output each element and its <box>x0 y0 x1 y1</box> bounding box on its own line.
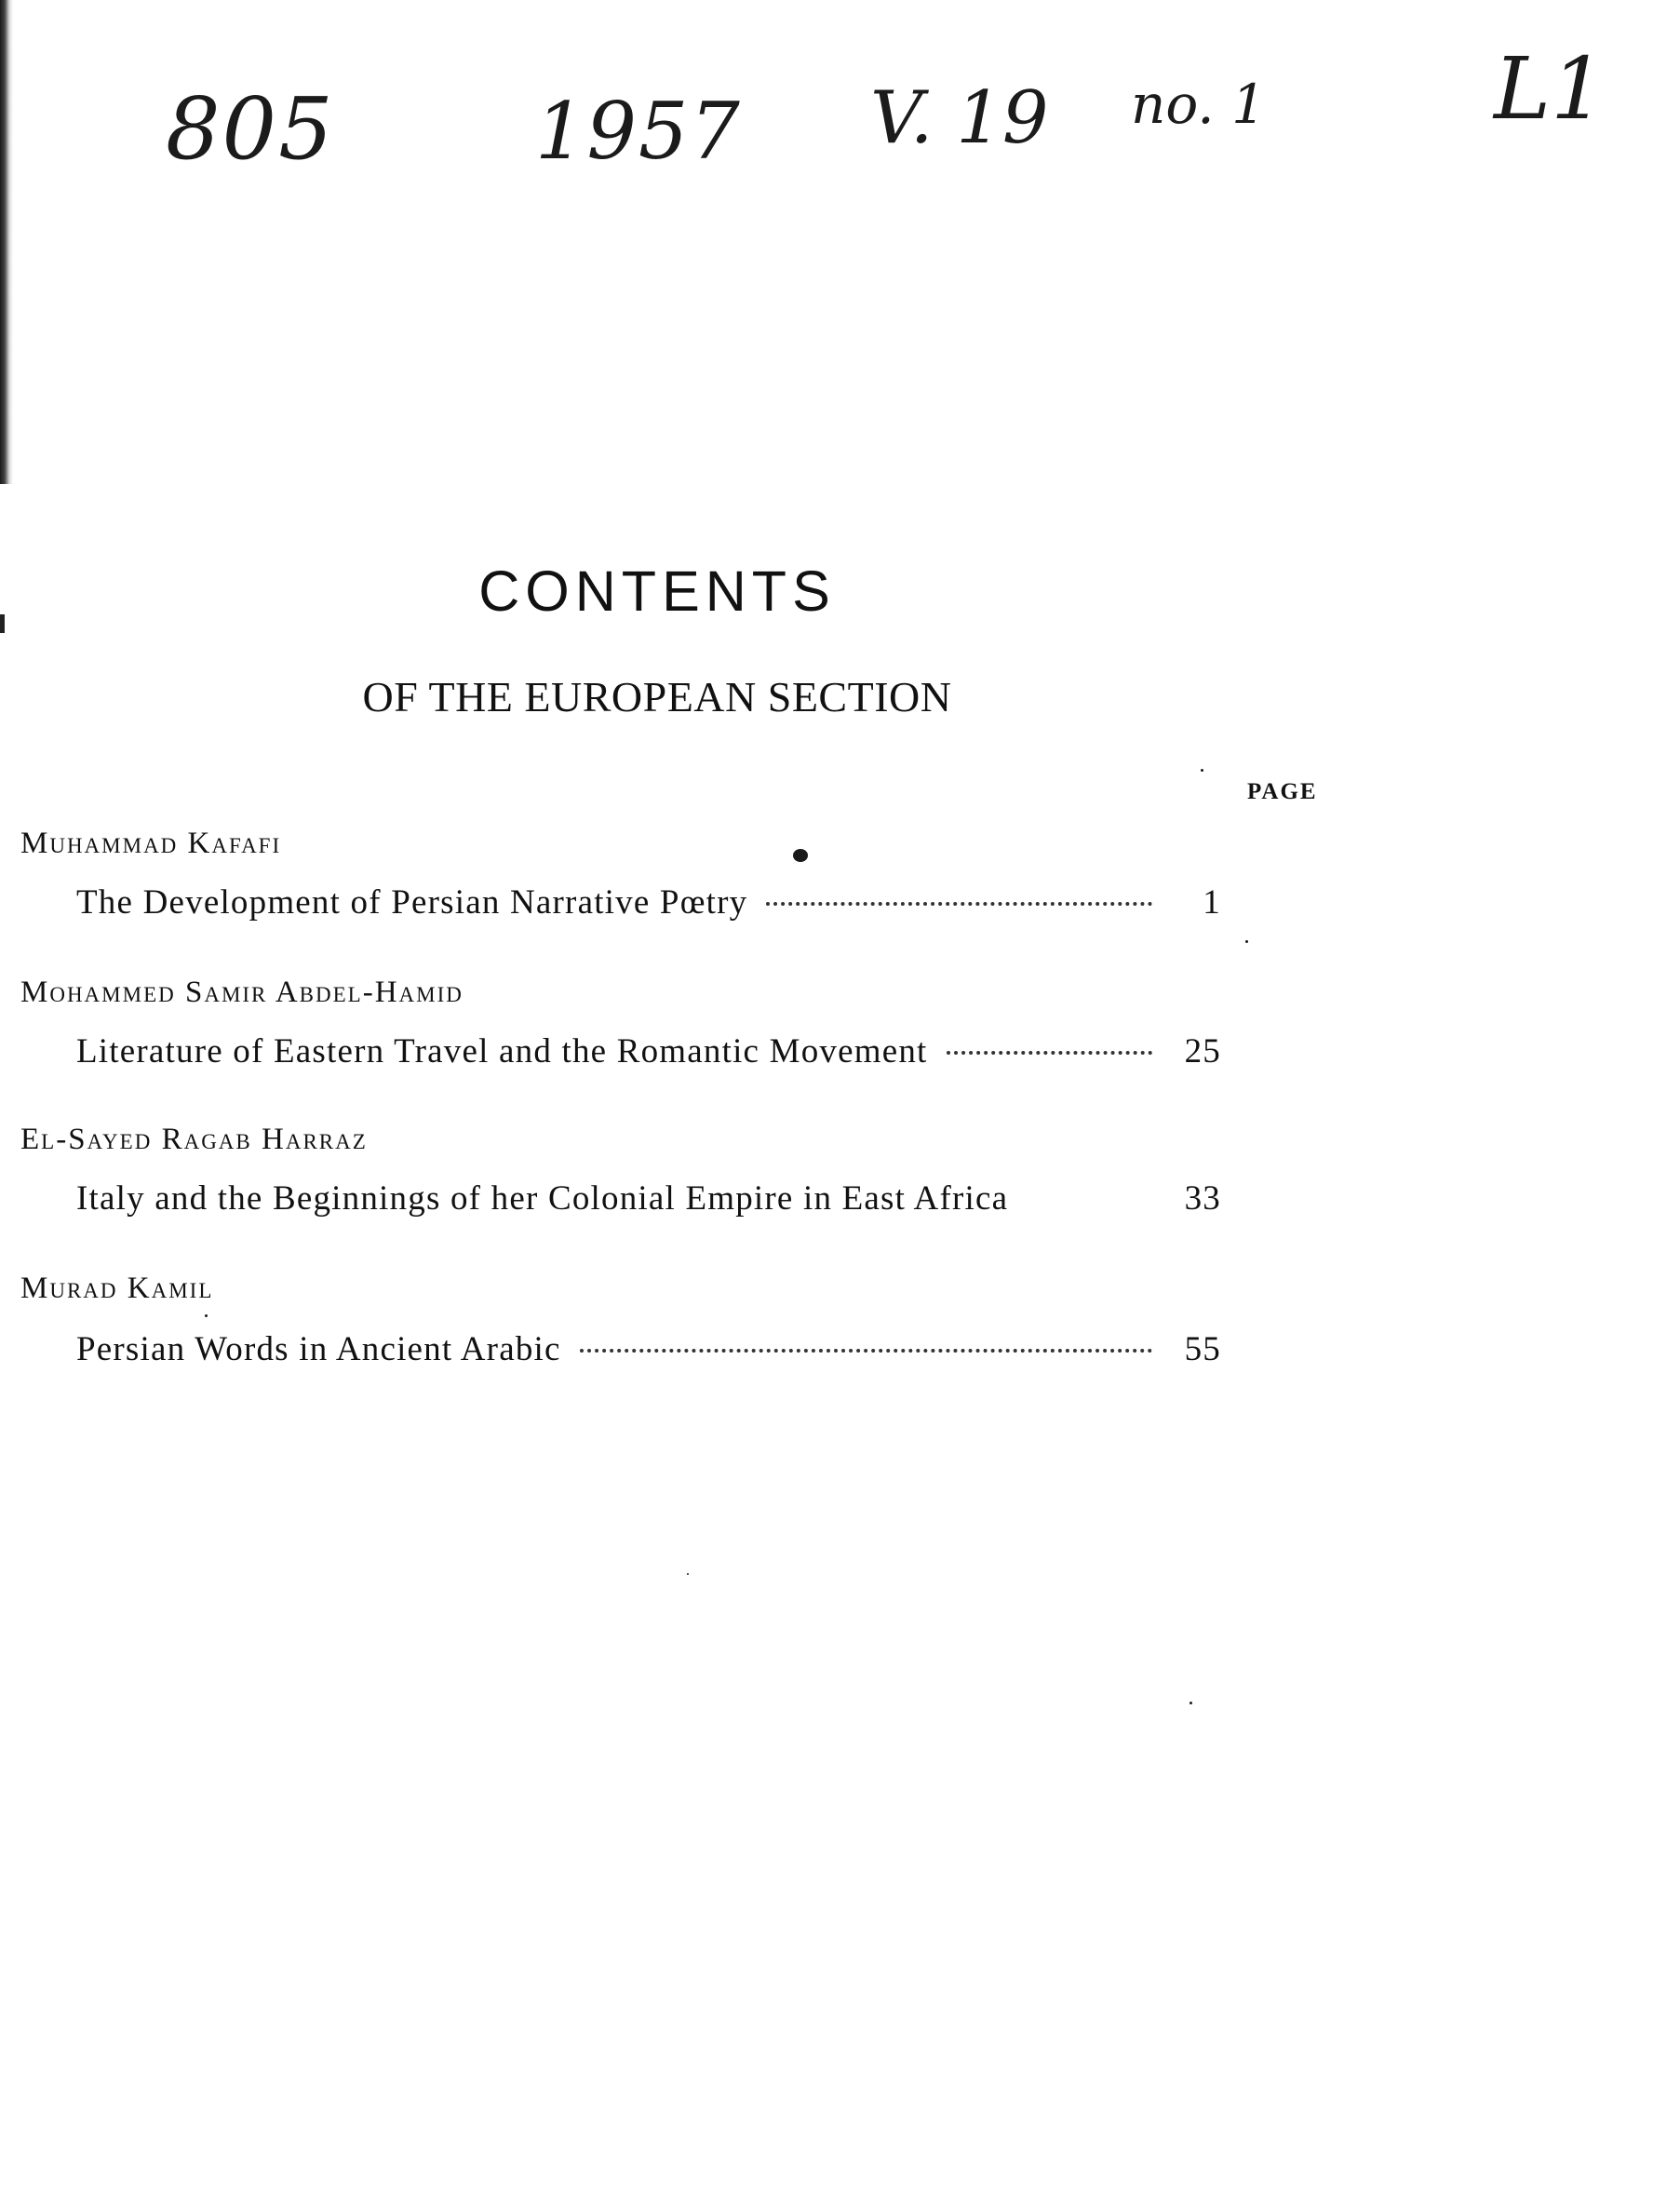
toc-entry-page: 33 <box>1184 1179 1221 1218</box>
page-column-label: PAGE <box>1247 779 1318 804</box>
toc-entry[interactable] <box>76 1178 1221 1218</box>
toc-entry-page: 1 <box>1203 883 1221 922</box>
handwritten-shelf-mark: L1 <box>1494 39 1606 139</box>
handwritten-volume: V. 19 <box>870 76 1049 160</box>
ink-speck <box>1189 1702 1192 1704</box>
scan-edge-shadow <box>0 0 13 484</box>
ink-speck <box>687 1573 689 1575</box>
toc-author: El-Sayed Ragab Harraz <box>20 1123 368 1156</box>
toc-entry-title: Literature of Eastern Travel and the Romantic Movement <box>76 1032 928 1070</box>
toc-entry-title: The Development of Persian Narrative Pœtry <box>76 883 748 922</box>
toc-author: Murad Kamil <box>20 1272 214 1305</box>
page-title: CONTENTS <box>478 559 836 623</box>
dot-leader <box>947 1051 1152 1055</box>
page-subtitle: OF THE EUROPEAN SECTION <box>362 673 952 720</box>
toc-entry[interactable] <box>76 1031 1221 1071</box>
dot-leader <box>580 1349 1152 1353</box>
ink-speck <box>793 849 808 862</box>
toc-entry-title: Italy and the Beginnings of her Colonial Empire in East Africa <box>76 1179 1009 1218</box>
toc-author: Muhammad Kafafi <box>20 827 282 860</box>
toc-entry-page: 55 <box>1184 1330 1221 1368</box>
handwritten-issue: no. 1 <box>1131 73 1267 136</box>
ink-speck <box>1245 940 1248 943</box>
handwritten-year: 1957 <box>535 86 742 177</box>
ink-speck <box>1201 769 1203 772</box>
ink-speck <box>205 1314 208 1317</box>
toc-author: Mohammed Samir Abdel-Hamid <box>20 976 464 1009</box>
handwritten-call-number: 805 <box>166 79 335 179</box>
toc-entry-page: 25 <box>1184 1032 1221 1070</box>
dot-leader <box>766 902 1152 906</box>
toc-entry-title: Persian Words in Ancient Arabic <box>76 1330 561 1368</box>
toc-entry[interactable] <box>76 1329 1221 1369</box>
toc-entry[interactable] <box>76 882 1221 922</box>
